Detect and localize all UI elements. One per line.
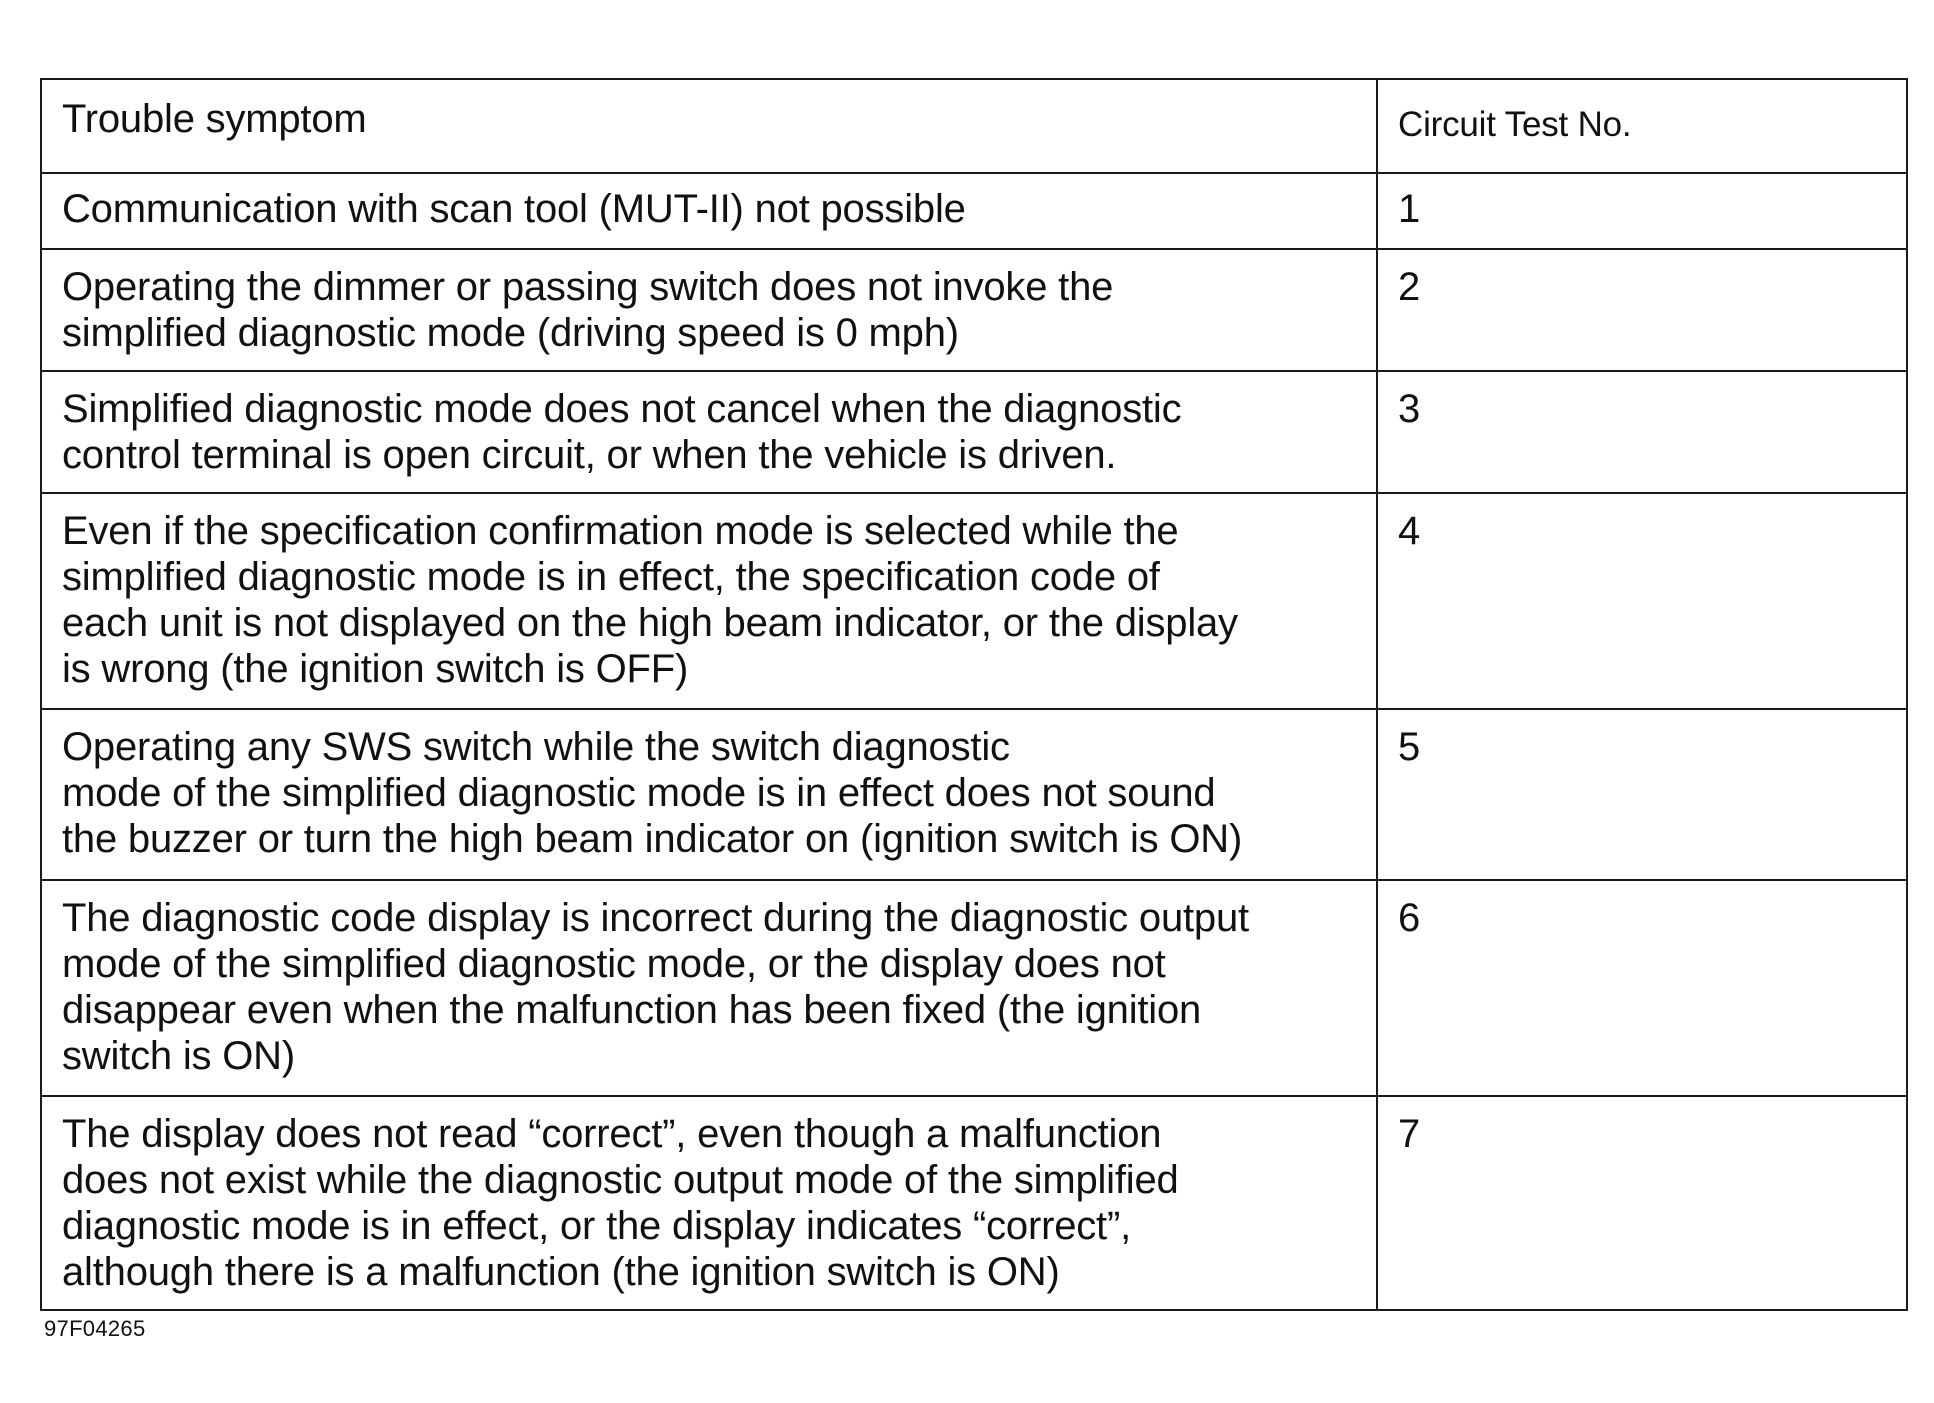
test-number-cell: 2 (1377, 249, 1907, 371)
test-number-cell: 1 (1377, 173, 1907, 249)
figure-id-label: 97F04265 (44, 1316, 146, 1341)
table-header-row (41, 79, 1907, 173)
test-number-cell: 5 (1377, 709, 1907, 880)
table-row (41, 249, 1907, 371)
table-row (41, 1096, 1907, 1310)
header-circuit-test-no: Circuit Test No. (1377, 79, 1907, 173)
symptom-cell: The diagnostic code display is incorrect during the diagnostic output mode of the simplified diagnostic mode, or the display does not disappear even when the malfunction has been fixed (the ignition switch is ON) (41, 880, 1377, 1096)
test-number-cell: 7 (1377, 1096, 1907, 1310)
test-number-cell: 4 (1377, 493, 1907, 709)
symptom-cell: Simplified diagnostic mode does not cancel when the diagnostic control terminal is open circuit, or when the vehicle is driven. (41, 371, 1377, 493)
table-row (41, 709, 1907, 880)
table-row (41, 493, 1907, 709)
symptom-cell: Operating the dimmer or passing switch does not invoke the simplified diagnostic mode (driving speed is 0 mph) (41, 249, 1377, 371)
table-row (41, 371, 1907, 493)
test-number-cell: 6 (1377, 880, 1907, 1096)
symptom-cell: The display does not read “correct”, even though a malfunction does not exist while the diagnostic output mode of the simplified diagnostic mode is in effect, or the display indicates “correct”, although there is a malfunction (the ignition switch is ON) (41, 1096, 1377, 1310)
test-number-cell: 3 (1377, 371, 1907, 493)
trouble-symptom-table (40, 78, 1908, 1311)
table-row (41, 173, 1907, 249)
header-trouble-symptom: Trouble symptom (41, 79, 1377, 173)
symptom-cell: Even if the specification confirmation mode is selected while the simplified diagnostic mode is in effect, the specification code of each unit is not displayed on the high beam indicator, or the display is wrong (the ignition switch is OFF) (41, 493, 1377, 709)
symptom-cell: Communication with scan tool (MUT-II) not possible (41, 173, 1377, 249)
table-row (41, 880, 1907, 1096)
symptom-cell: Operating any SWS switch while the switch diagnostic mode of the simplified diagnostic mode is in effect does not sound the buzzer or turn the high beam indicator on (ignition switch is ON) (41, 709, 1377, 880)
